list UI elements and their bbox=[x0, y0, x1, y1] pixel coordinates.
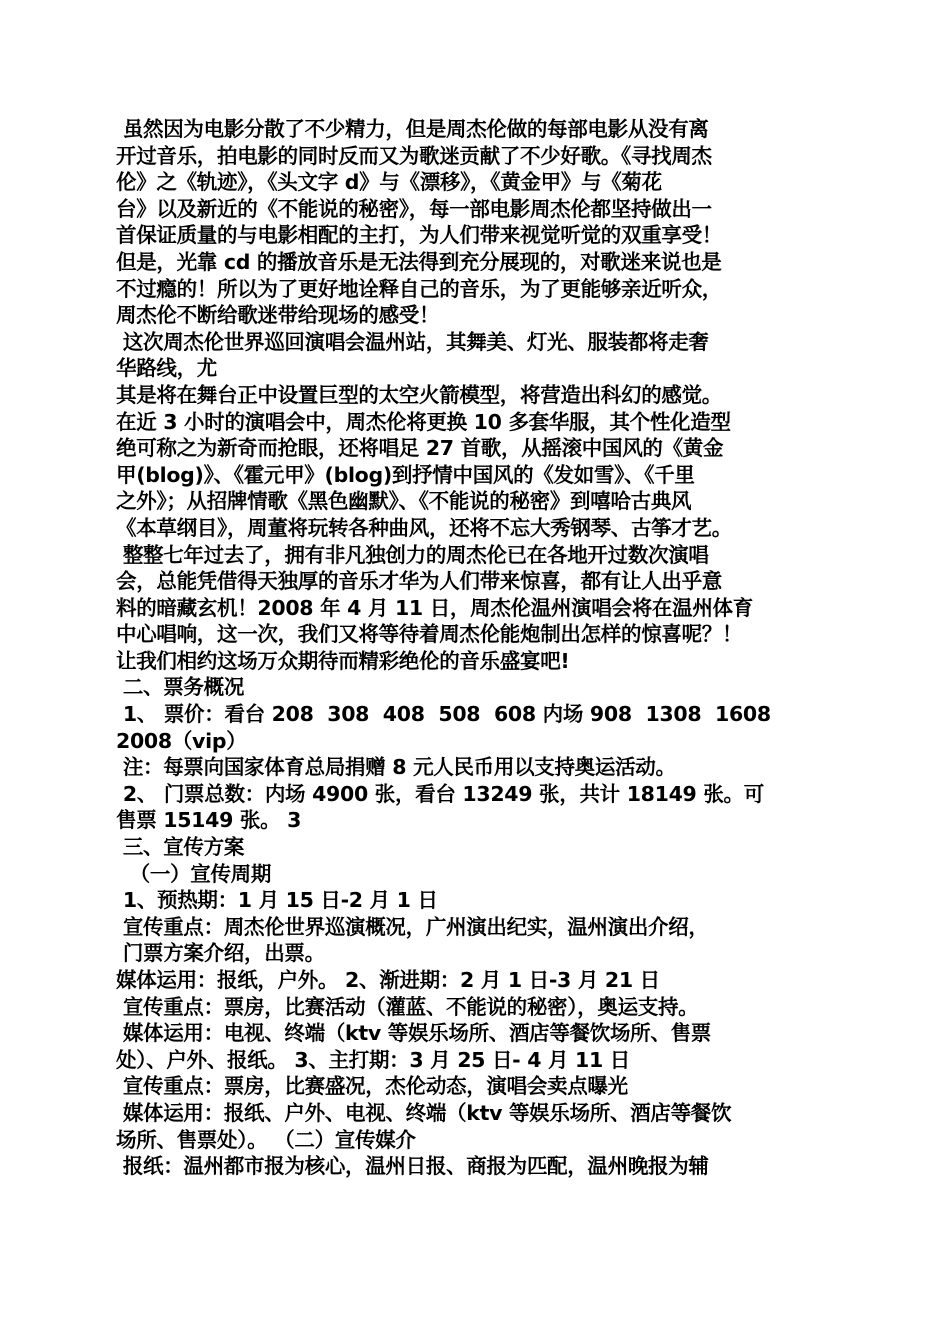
text-line: 处）、户外、报纸。 3、主打期：3 月 25 日- 4 月 11 日 bbox=[116, 1047, 631, 1072]
text-line: 料的暗藏玄机！2008 年 4 月 11 日，周杰伦温州演唱会将在温州体育 bbox=[116, 595, 753, 620]
text-line: 场所、售票处）。 （二）宣传媒介 bbox=[116, 1127, 416, 1152]
text-line: 伦》之《轨迹》，《头文字 d》与《漂移》，《黄金甲》与《菊花 bbox=[116, 170, 662, 195]
text-line: 三、宣传方案 bbox=[116, 835, 245, 860]
text-line: 华路线，尤 bbox=[116, 356, 217, 381]
text-line: 注：每票向国家体育总局捐赠 8 元人民币用以支持奥运活动。 bbox=[116, 755, 676, 780]
text-line: 会，总能凭借得天独厚的音乐才华为人们带来惊喜，都有让人出乎意 bbox=[116, 569, 722, 594]
text-line: 中心唱响，这一次，我们又将等待着周杰伦能炮制出怎样的惊喜呢？！ bbox=[116, 622, 743, 647]
text-line: 1、预热期：1 月 15 日-2 月 1 日 bbox=[116, 888, 438, 913]
text-line: 开过音乐，拍电影的同时反而又为歌迷贡献了不少好歌。《寻找周杰 bbox=[116, 143, 712, 168]
text-line: 在近 3 小时的演唱会中，周杰伦将更换 10 多套华服，其个性化造型 bbox=[116, 409, 731, 434]
text-line: 2、 门票总数：内场 4900 张，看台 13249 张，共计 18149 张。可 bbox=[116, 781, 764, 806]
text-line: 宣传重点：周杰伦世界巡演概况，广州演出纪实，温州演出介绍， bbox=[116, 914, 709, 939]
text-line: 整整七年过去了，拥有非凡独创力的周杰伦已在各地开过数次演唱 bbox=[116, 542, 709, 567]
text-line: 宣传重点：票房，比赛活动（灌蓝、不能说的秘密），奥运支持。 bbox=[116, 994, 699, 1019]
text-line: 虽然因为电影分散了不少精力，但是周杰伦做的每部电影从没有离 bbox=[116, 117, 709, 141]
text-line: 不过瘾的！所以为了更好地诠释自己的音乐，为了更能够亲近听众， bbox=[116, 276, 722, 301]
text-line: 售票 15149 张。 3 bbox=[116, 808, 302, 833]
text-line: 媒体运用：报纸，户外。 2、渐进期：2 月 1 日-3 月 21 日 bbox=[116, 968, 660, 992]
text-line: 但是，光靠 cd 的播放音乐是无法得到充分展现的，对歌迷来说也是 bbox=[116, 249, 722, 274]
text-line: 这次周杰伦世界巡回演唱会温州站，其舞美、灯光、服装都将走奢 bbox=[116, 329, 709, 354]
text-line: 媒体运用：报纸、户外、电视、终端（ktv 等娱乐场所、酒店等餐饮 bbox=[116, 1100, 732, 1125]
text-line: 绝可称之为新奇而抢眼，还将唱足 27 首歌，从摇滚中国风的《黄金 bbox=[116, 436, 724, 461]
text-line: 台》以及新近的《不能说的秘密》，每一部电影周杰伦都坚持做出一 bbox=[116, 196, 712, 221]
document-body bbox=[116, 116, 856, 1180]
text-line: 首保证质量的与电影相配的主打，为人们带来视觉听觉的双重享受！ bbox=[116, 223, 722, 248]
text-line: 二、票务概况 bbox=[116, 675, 245, 700]
text-line: 其是将在舞台正中设置巨型的太空火箭模型，将营造出科幻的感觉。 bbox=[116, 382, 722, 407]
text-line: （一）宣传周期 bbox=[116, 861, 272, 886]
text-line: 让我们相约这场万众期待而精彩绝伦的音乐盛宴吧! bbox=[116, 648, 570, 673]
text-line: 《本草纲目》，周董将玩转各种曲风，还将不忘大秀钢琴、古筝才艺。 bbox=[116, 515, 732, 540]
text-line: 门票方案介绍，出票。 bbox=[116, 941, 325, 966]
text-line: 周杰伦不断给歌迷带给现场的感受！ bbox=[116, 303, 440, 328]
text-line: 2008（vip） bbox=[116, 728, 247, 753]
text-line: 之外》；从招牌情歌《黑色幽默》、《不能说的秘密》到嘻哈古典风 bbox=[116, 489, 692, 514]
text-line: 甲(blog)》、《霍元甲》(blog)到抒情中国风的《发如雪》、《千里 bbox=[116, 462, 695, 487]
text-line: 媒体运用：电视、终端（ktv 等娱乐场所、酒店等餐饮场所、售票 bbox=[116, 1021, 711, 1046]
text-line: 报纸：温州都市报为核心，温州日报、商报为匹配，温州晚报为辅 bbox=[116, 1154, 709, 1179]
text-line: 1、 票价：看台 208 308 408 508 608 内场 908 1308 1608 bbox=[116, 702, 771, 727]
text-line: 宣传重点：票房，比赛盛况，杰伦动态，演唱会卖点曝光 bbox=[116, 1074, 628, 1099]
